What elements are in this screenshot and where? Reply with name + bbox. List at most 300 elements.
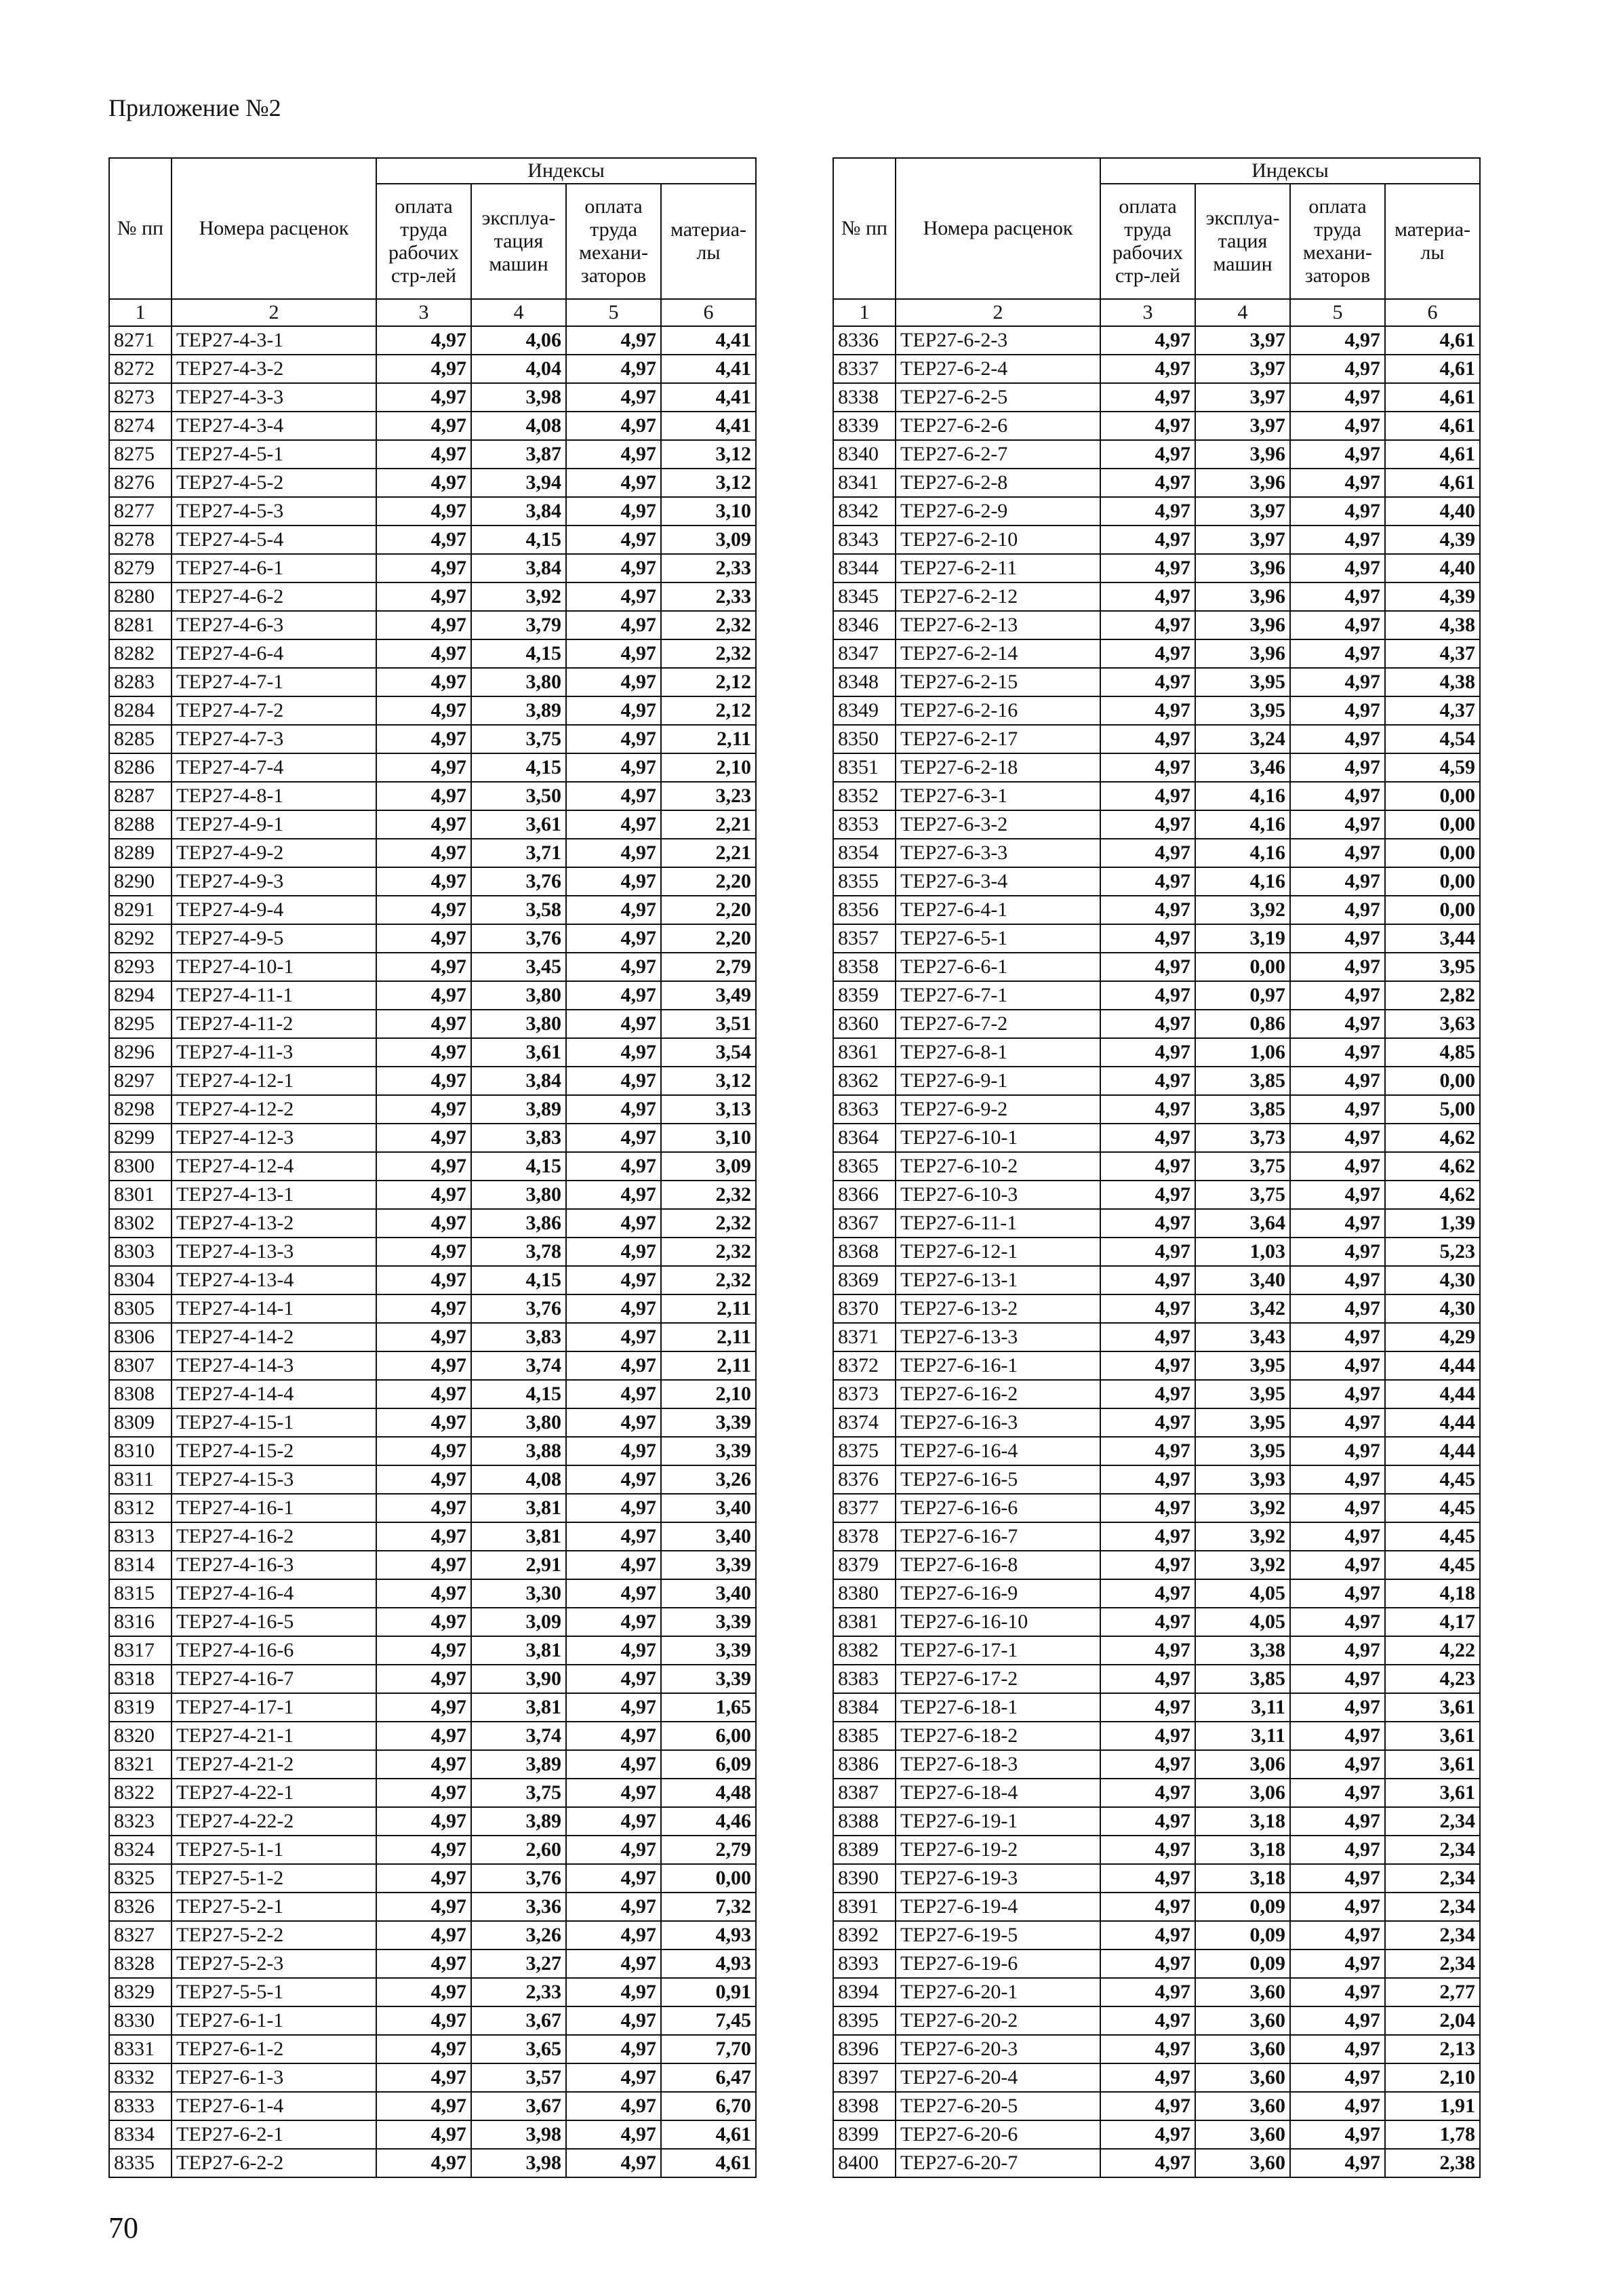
rate-code: ТЕР27-6-2-9 <box>896 497 1100 526</box>
machines-index: 3,60 <box>1195 1978 1290 2006</box>
machines-index: 3,75 <box>471 725 566 753</box>
materials-index: 5,00 <box>1385 1095 1480 1124</box>
labor-index: 4,97 <box>1100 1095 1195 1124</box>
col-code-header: Номера расценок <box>172 158 376 299</box>
row-number: 8357 <box>833 924 896 953</box>
materials-index: 3,39 <box>661 1608 756 1636</box>
row-number: 8353 <box>833 810 896 839</box>
table-row <box>109 1437 756 1465</box>
materials-index: 2,38 <box>1385 2149 1480 2177</box>
row-number: 8377 <box>833 1494 896 1522</box>
table-row <box>833 2006 1480 2035</box>
table-row <box>109 867 756 896</box>
operators-index: 4,97 <box>566 1124 661 1152</box>
row-number: 8386 <box>833 1750 896 1779</box>
operators-index: 4,97 <box>566 1722 661 1750</box>
materials-index: 2,34 <box>1385 1921 1480 1949</box>
materials-index: 4,38 <box>1385 611 1480 639</box>
row-number: 8364 <box>833 1124 896 1152</box>
labor-index: 4,97 <box>1100 1636 1195 1665</box>
materials-index: 2,33 <box>661 582 756 611</box>
rate-code: ТЕР27-4-13-4 <box>172 1266 376 1294</box>
machines-index: 3,26 <box>471 1921 566 1949</box>
table-row <box>833 1323 1480 1351</box>
table-row <box>109 1978 756 2006</box>
labor-index: 4,97 <box>1100 1181 1195 1209</box>
table-row <box>109 1779 756 1807</box>
col-materials-header: материа-лы <box>1385 184 1480 299</box>
operators-index: 4,97 <box>1290 1579 1385 1608</box>
row-number: 8316 <box>109 1608 172 1636</box>
materials-index: 3,39 <box>661 1665 756 1693</box>
operators-index: 4,97 <box>566 1181 661 1209</box>
materials-index: 3,39 <box>661 1636 756 1665</box>
rate-code: ТЕР27-4-9-2 <box>172 839 376 867</box>
materials-index: 2,20 <box>661 867 756 896</box>
labor-index: 4,97 <box>376 639 471 668</box>
rate-code: ТЕР27-4-6-2 <box>172 582 376 611</box>
operators-index: 4,97 <box>566 1551 661 1579</box>
rate-code: ТЕР27-6-17-2 <box>896 1665 1100 1693</box>
machines-index: 3,86 <box>471 1209 566 1238</box>
row-number: 8390 <box>833 1864 896 1893</box>
table-row <box>109 1010 756 1038</box>
materials-index: 4,62 <box>1385 1181 1480 1209</box>
operators-index: 4,97 <box>566 1380 661 1408</box>
rate-code: ТЕР27-4-10-1 <box>172 953 376 981</box>
materials-index: 0,00 <box>1385 896 1480 924</box>
materials-index: 4,30 <box>1385 1266 1480 1294</box>
table-row <box>833 1893 1480 1921</box>
table-row <box>109 1836 756 1864</box>
row-number: 8322 <box>109 1779 172 1807</box>
rate-code: ТЕР27-6-2-16 <box>896 696 1100 725</box>
rate-code: ТЕР27-6-10-2 <box>896 1152 1100 1181</box>
operators-index: 4,97 <box>566 440 661 469</box>
operators-index: 4,97 <box>1290 1095 1385 1124</box>
labor-index: 4,97 <box>376 1551 471 1579</box>
labor-index: 4,97 <box>1100 2092 1195 2120</box>
labor-index: 4,97 <box>376 412 471 440</box>
materials-index: 6,47 <box>661 2063 756 2092</box>
rate-code: ТЕР27-6-2-1 <box>172 2120 376 2149</box>
rate-code: ТЕР27-4-7-4 <box>172 753 376 782</box>
rate-code: ТЕР27-4-13-1 <box>172 1181 376 1209</box>
table-row <box>833 1010 1480 1038</box>
materials-index: 0,91 <box>661 1978 756 2006</box>
materials-index: 4,93 <box>661 1921 756 1949</box>
operators-index: 4,97 <box>1290 1722 1385 1750</box>
table-row <box>109 526 756 554</box>
operators-index: 4,97 <box>1290 1209 1385 1238</box>
machines-index: 3,40 <box>1195 1266 1290 1294</box>
machines-index: 3,45 <box>471 953 566 981</box>
materials-index: 2,34 <box>1385 1807 1480 1836</box>
rate-code: ТЕР27-6-3-2 <box>896 810 1100 839</box>
materials-index: 4,40 <box>1385 554 1480 582</box>
materials-index: 4,62 <box>1385 1152 1480 1181</box>
labor-index: 4,97 <box>1100 1465 1195 1494</box>
row-number: 8325 <box>109 1864 172 1893</box>
machines-index: 3,98 <box>471 383 566 412</box>
rate-code: ТЕР27-6-2-2 <box>172 2149 376 2177</box>
machines-index: 2,33 <box>471 1978 566 2006</box>
table-row <box>833 1722 1480 1750</box>
row-number: 8321 <box>109 1750 172 1779</box>
machines-index: 1,06 <box>1195 1038 1290 1067</box>
operators-index: 4,97 <box>1290 1693 1385 1722</box>
labor-index: 4,97 <box>1100 497 1195 526</box>
materials-index: 2,34 <box>1385 1836 1480 1864</box>
machines-index: 4,15 <box>471 753 566 782</box>
rate-code: ТЕР27-6-13-1 <box>896 1266 1100 1294</box>
labor-index: 4,97 <box>1100 1864 1195 1893</box>
labor-index: 4,97 <box>1100 924 1195 953</box>
table-row <box>833 1693 1480 1722</box>
table-row <box>109 1209 756 1238</box>
row-number: 8306 <box>109 1323 172 1351</box>
table-body-right <box>833 326 1480 2177</box>
table-row <box>833 1465 1480 1494</box>
machines-index: 4,16 <box>1195 810 1290 839</box>
materials-index: 2,32 <box>661 1181 756 1209</box>
table-row <box>833 497 1480 526</box>
materials-index: 4,29 <box>1385 1323 1480 1351</box>
operators-index: 4,97 <box>566 497 661 526</box>
materials-index: 3,10 <box>661 1124 756 1152</box>
rate-code: ТЕР27-4-13-2 <box>172 1209 376 1238</box>
machines-index: 3,71 <box>471 839 566 867</box>
row-number: 8370 <box>833 1294 896 1323</box>
row-number: 8335 <box>109 2149 172 2177</box>
materials-index: 4,44 <box>1385 1408 1480 1437</box>
table-row <box>109 1579 756 1608</box>
row-number: 8354 <box>833 839 896 867</box>
row-number: 8347 <box>833 639 896 668</box>
materials-index: 3,12 <box>661 1067 756 1095</box>
table-row <box>833 1807 1480 1836</box>
materials-index: 4,41 <box>661 355 756 383</box>
labor-index: 4,97 <box>376 1437 471 1465</box>
row-number: 8315 <box>109 1579 172 1608</box>
table-row <box>833 2063 1480 2092</box>
table-row <box>833 440 1480 469</box>
rate-code: ТЕР27-4-14-4 <box>172 1380 376 1408</box>
row-number: 8272 <box>109 355 172 383</box>
rate-code: ТЕР27-6-19-2 <box>896 1836 1100 1864</box>
machines-index: 3,24 <box>1195 725 1290 753</box>
rate-code: ТЕР27-4-9-1 <box>172 810 376 839</box>
rate-code: ТЕР27-4-3-1 <box>172 326 376 355</box>
table-row <box>109 839 756 867</box>
col-index-1: 1 <box>833 299 896 326</box>
materials-index: 2,11 <box>661 725 756 753</box>
labor-index: 4,97 <box>1100 1209 1195 1238</box>
machines-index: 1,03 <box>1195 1238 1290 1266</box>
table-row <box>833 1437 1480 1465</box>
materials-index: 7,70 <box>661 2035 756 2063</box>
machines-index: 3,06 <box>1195 1750 1290 1779</box>
row-number: 8400 <box>833 2149 896 2177</box>
materials-index: 4,54 <box>1385 725 1480 753</box>
rate-code: ТЕР27-4-16-2 <box>172 1522 376 1551</box>
table-row <box>833 981 1480 1010</box>
materials-index: 4,59 <box>1385 753 1480 782</box>
labor-index: 4,97 <box>1100 582 1195 611</box>
operators-index: 4,97 <box>566 582 661 611</box>
machines-index: 0,09 <box>1195 1893 1290 1921</box>
labor-index: 4,97 <box>376 782 471 810</box>
machines-index: 3,92 <box>1195 896 1290 924</box>
table-row <box>109 1181 756 1209</box>
labor-index: 4,97 <box>376 1864 471 1893</box>
table-row <box>109 2149 756 2177</box>
operators-index: 4,97 <box>1290 1465 1385 1494</box>
labor-index: 4,97 <box>376 810 471 839</box>
labor-index: 4,97 <box>376 497 471 526</box>
materials-index: 4,61 <box>661 2149 756 2177</box>
rate-code: ТЕР27-4-5-2 <box>172 469 376 497</box>
labor-index: 4,97 <box>1100 1579 1195 1608</box>
machines-index: 3,80 <box>471 981 566 1010</box>
operators-index: 4,97 <box>1290 1266 1385 1294</box>
row-number: 8342 <box>833 497 896 526</box>
rate-code: ТЕР27-4-14-2 <box>172 1323 376 1351</box>
table-row <box>109 440 756 469</box>
table-row <box>109 924 756 953</box>
machines-index: 3,43 <box>1195 1323 1290 1351</box>
materials-index: 4,61 <box>1385 326 1480 355</box>
machines-index: 3,81 <box>471 1494 566 1522</box>
labor-index: 4,97 <box>1100 725 1195 753</box>
operators-index: 4,97 <box>1290 1665 1385 1693</box>
operators-index: 4,97 <box>1290 1238 1385 1266</box>
rate-code: ТЕР27-4-16-7 <box>172 1665 376 1693</box>
rate-code: ТЕР27-6-2-13 <box>896 611 1100 639</box>
labor-index: 4,97 <box>1100 440 1195 469</box>
rate-code: ТЕР27-6-18-4 <box>896 1779 1100 1807</box>
rate-code: ТЕР27-6-20-1 <box>896 1978 1100 2006</box>
materials-index: 4,23 <box>1385 1665 1480 1693</box>
rate-code: ТЕР27-4-15-3 <box>172 1465 376 1494</box>
rate-code: ТЕР27-6-20-3 <box>896 2035 1100 2063</box>
materials-index: 2,77 <box>1385 1978 1480 2006</box>
materials-index: 3,61 <box>1385 1722 1480 1750</box>
operators-index: 4,97 <box>566 1949 661 1978</box>
rate-code: ТЕР27-6-16-5 <box>896 1465 1100 1494</box>
operators-index: 4,97 <box>566 867 661 896</box>
machines-index: 3,76 <box>471 867 566 896</box>
table-row <box>109 1152 756 1181</box>
table-row <box>833 725 1480 753</box>
materials-index: 3,40 <box>661 1494 756 1522</box>
labor-index: 4,97 <box>376 1893 471 1921</box>
rate-code: ТЕР27-6-2-4 <box>896 355 1100 383</box>
row-number: 8399 <box>833 2120 896 2149</box>
machines-index: 3,80 <box>471 1181 566 1209</box>
materials-index: 3,95 <box>1385 953 1480 981</box>
machines-index: 4,15 <box>471 1266 566 1294</box>
table-row <box>109 1408 756 1437</box>
labor-index: 4,97 <box>1100 981 1195 1010</box>
operators-index: 4,97 <box>1290 1010 1385 1038</box>
machines-index: 3,97 <box>1195 526 1290 554</box>
machines-index: 3,87 <box>471 440 566 469</box>
col-num-header: № пп <box>109 158 172 299</box>
operators-index: 4,97 <box>566 1038 661 1067</box>
row-number: 8380 <box>833 1579 896 1608</box>
operators-index: 4,97 <box>1290 2006 1385 2035</box>
labor-index: 4,97 <box>1100 554 1195 582</box>
operators-index: 4,97 <box>566 1266 661 1294</box>
machines-index: 3,84 <box>471 1067 566 1095</box>
machines-index: 3,80 <box>471 1408 566 1437</box>
machines-index: 3,46 <box>1195 753 1290 782</box>
rate-code: ТЕР27-6-16-4 <box>896 1437 1100 1465</box>
machines-index: 3,58 <box>471 896 566 924</box>
machines-index: 3,06 <box>1195 1779 1290 1807</box>
table-row <box>109 1266 756 1294</box>
table-row <box>833 1351 1480 1380</box>
labor-index: 4,97 <box>376 753 471 782</box>
materials-index: 4,61 <box>1385 355 1480 383</box>
table-row <box>109 896 756 924</box>
col-code-header: Номера расценок <box>896 158 1100 299</box>
table-row <box>833 1779 1480 1807</box>
operators-index: 4,97 <box>566 383 661 412</box>
table-body-left <box>109 326 756 2177</box>
table-row <box>109 2006 756 2035</box>
operators-index: 4,97 <box>566 2035 661 2063</box>
table-row <box>833 2120 1480 2149</box>
machines-index: 0,97 <box>1195 981 1290 1010</box>
rate-code: ТЕР27-6-1-1 <box>172 2006 376 2035</box>
labor-index: 4,97 <box>376 1750 471 1779</box>
col-machines-header: эксплуа-тация машин <box>1195 184 1290 299</box>
price-index-table-left <box>108 157 757 2178</box>
row-number: 8336 <box>833 326 896 355</box>
materials-index: 2,11 <box>661 1294 756 1323</box>
rate-code: ТЕР27-6-18-2 <box>896 1722 1100 1750</box>
row-number: 8288 <box>109 810 172 839</box>
labor-index: 4,97 <box>1100 1038 1195 1067</box>
operators-index: 4,97 <box>1290 355 1385 383</box>
rate-code: ТЕР27-4-16-5 <box>172 1608 376 1636</box>
table-row <box>833 1551 1480 1579</box>
machines-index: 4,15 <box>471 639 566 668</box>
table-row <box>833 1038 1480 1067</box>
row-number: 8341 <box>833 469 896 497</box>
table-row <box>833 355 1480 383</box>
labor-index: 4,97 <box>1100 867 1195 896</box>
machines-index: 4,15 <box>471 1152 566 1181</box>
rate-code: ТЕР27-6-19-1 <box>896 1807 1100 1836</box>
rate-code: ТЕР27-4-22-2 <box>172 1807 376 1836</box>
col-index-3: 3 <box>1100 299 1195 326</box>
rate-code: ТЕР27-6-1-4 <box>172 2092 376 2120</box>
machines-index: 3,78 <box>471 1238 566 1266</box>
row-number: 8333 <box>109 2092 172 2120</box>
rate-code: ТЕР27-6-8-1 <box>896 1038 1100 1067</box>
operators-index: 4,97 <box>1290 526 1385 554</box>
labor-index: 4,97 <box>376 668 471 696</box>
row-number: 8348 <box>833 668 896 696</box>
materials-index: 4,41 <box>661 412 756 440</box>
operators-index: 4,97 <box>566 355 661 383</box>
table-row <box>109 782 756 810</box>
materials-index: 4,45 <box>1385 1522 1480 1551</box>
operators-index: 4,97 <box>1290 1949 1385 1978</box>
materials-index: 3,44 <box>1385 924 1480 953</box>
row-number: 8361 <box>833 1038 896 1067</box>
table-row <box>109 469 756 497</box>
materials-index: 2,32 <box>661 1238 756 1266</box>
rate-code: ТЕР27-6-18-3 <box>896 1750 1100 1779</box>
machines-index: 3,89 <box>471 1095 566 1124</box>
row-number: 8349 <box>833 696 896 725</box>
operators-index: 4,97 <box>566 1779 661 1807</box>
row-number: 8398 <box>833 2092 896 2120</box>
labor-index: 4,97 <box>1100 953 1195 981</box>
labor-index: 4,97 <box>1100 1978 1195 2006</box>
labor-index: 4,97 <box>376 554 471 582</box>
machines-index: 3,75 <box>1195 1152 1290 1181</box>
table-row <box>109 725 756 753</box>
price-index-table-right <box>833 157 1481 2178</box>
rate-code: ТЕР27-6-16-1 <box>896 1351 1100 1380</box>
materials-index: 2,12 <box>661 668 756 696</box>
table-row <box>109 1323 756 1351</box>
table-row <box>109 1864 756 1893</box>
machines-index: 3,92 <box>1195 1494 1290 1522</box>
materials-index: 4,39 <box>1385 526 1480 554</box>
labor-index: 4,97 <box>1100 1893 1195 1921</box>
labor-index: 4,97 <box>376 2149 471 2177</box>
operators-index: 4,97 <box>566 725 661 753</box>
rate-code: ТЕР27-6-20-5 <box>896 2092 1100 2120</box>
row-number: 8279 <box>109 554 172 582</box>
labor-index: 4,97 <box>1100 1152 1195 1181</box>
labor-index: 4,97 <box>376 1807 471 1836</box>
table-row <box>833 1408 1480 1437</box>
machines-index: 3,18 <box>1195 1807 1290 1836</box>
operators-index: 4,97 <box>1290 1124 1385 1152</box>
table-row <box>109 1949 756 1978</box>
rate-code: ТЕР27-6-12-1 <box>896 1238 1100 1266</box>
operators-index: 4,97 <box>566 639 661 668</box>
rate-code: ТЕР27-6-1-3 <box>172 2063 376 2092</box>
rate-code: ТЕР27-4-9-4 <box>172 896 376 924</box>
table-row <box>833 2149 1480 2177</box>
rate-code: ТЕР27-4-22-1 <box>172 1779 376 1807</box>
materials-index: 3,09 <box>661 1152 756 1181</box>
operators-index: 4,97 <box>1290 1067 1385 1095</box>
machines-index: 4,08 <box>471 1465 566 1494</box>
table-row <box>109 1665 756 1693</box>
materials-index: 3,09 <box>661 526 756 554</box>
rate-code: ТЕР27-4-12-1 <box>172 1067 376 1095</box>
machines-index: 3,38 <box>1195 1636 1290 1665</box>
labor-index: 4,97 <box>1100 469 1195 497</box>
rate-code: ТЕР27-6-6-1 <box>896 953 1100 981</box>
row-number: 8371 <box>833 1323 896 1351</box>
row-number: 8285 <box>109 725 172 753</box>
machines-index: 3,60 <box>1195 2149 1290 2177</box>
labor-index: 4,97 <box>376 1266 471 1294</box>
table-row <box>833 1294 1480 1323</box>
labor-index: 4,97 <box>1100 1238 1195 1266</box>
materials-index: 4,37 <box>1385 696 1480 725</box>
